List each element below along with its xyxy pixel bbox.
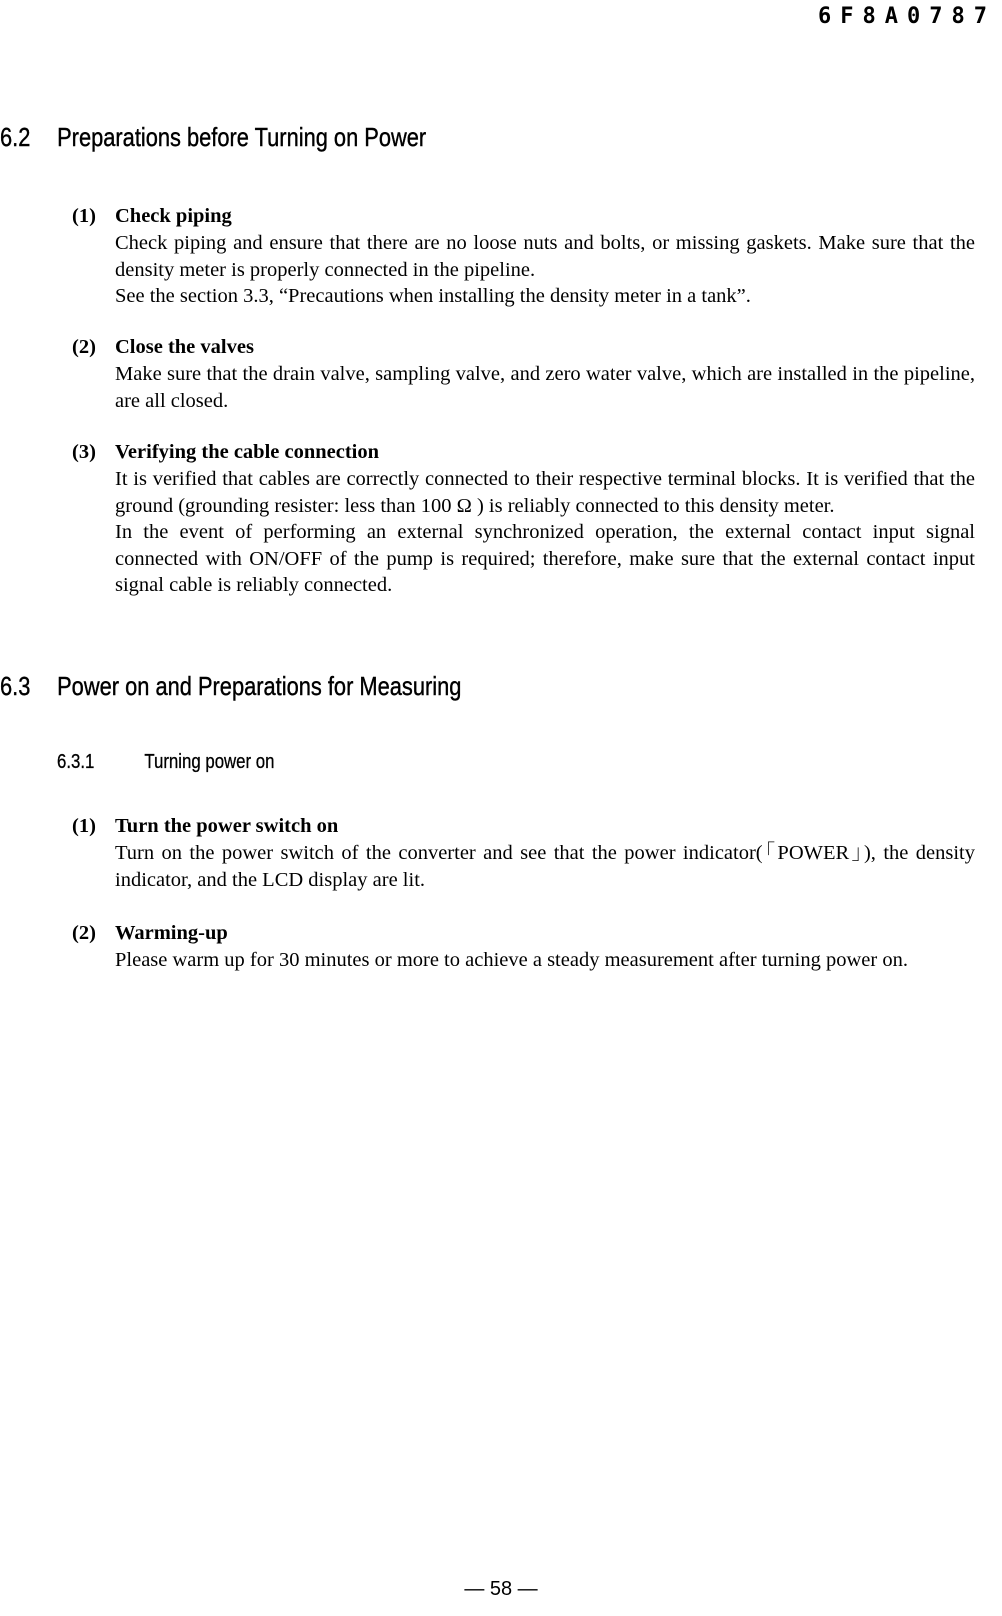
item-body xyxy=(115,840,975,893)
item-number: (1) xyxy=(72,815,96,837)
subsection-heading-6-3-1 xyxy=(57,751,274,774)
item-warming-up xyxy=(72,920,1002,974)
item-paragraph: Turn on the power switch of the converter and see that the power indicator(「POWER」), the density indicator, and the LCD display are lit. xyxy=(115,842,975,891)
subsection-number: 6.3.1 xyxy=(57,751,95,773)
item-title: Turn the power switch on xyxy=(115,815,339,837)
section-title: Power on and Preparations for Measuring xyxy=(57,671,462,701)
section-number: 6.3 xyxy=(0,671,31,701)
item-body xyxy=(115,466,975,599)
subsection-title: Turning power on xyxy=(144,751,275,773)
item-title: Verifying the cable connection xyxy=(115,441,380,463)
item-turn-power-switch-on xyxy=(72,813,1002,893)
item-paragraph: In the event of performing an external synchronized operation, the external contact input signal connected with ON/OFF of the pump is required; therefore, make sure that the external contact input signal cable is reliably connected. xyxy=(115,521,975,596)
item-paragraph: Check piping and ensure that there are no loose nuts and bolts, or missing gaskets. Make sure that the density meter is properly connected in the pipeline. xyxy=(115,232,975,281)
item-heading xyxy=(72,439,1002,466)
item-heading xyxy=(72,813,1002,840)
item-paragraph: Please warm up for 30 minutes or more to achieve a steady measurement after turning power on. xyxy=(115,949,908,971)
item-close-valves xyxy=(72,334,1002,414)
item-heading xyxy=(72,203,1002,230)
item-paragraph: It is verified that cables are correctly connected to their respective terminal blocks. It is verified that the ground (grounding resister: less than 100 Ω ) is reliably connected to this density meter. xyxy=(115,468,975,517)
item-title: Close the valves xyxy=(115,336,254,358)
item-paragraph: See the section 3.3, “Precautions when installing the density meter in a tank”. xyxy=(115,285,751,307)
section-title: Preparations before Turning on Power xyxy=(57,122,427,152)
item-body xyxy=(115,230,975,310)
item-number: (1) xyxy=(72,205,96,227)
item-number: (3) xyxy=(72,441,96,463)
section-heading-6-3 xyxy=(0,671,461,702)
item-body xyxy=(115,947,975,974)
item-check-piping xyxy=(72,203,1002,310)
item-paragraph: Make sure that the drain valve, sampling valve, and zero water valve, which are installed in the pipeline, are all closed. xyxy=(115,363,975,412)
page-number: — 58 — xyxy=(464,1578,538,1600)
item-title: Warming-up xyxy=(115,922,228,944)
section-heading-6-2 xyxy=(0,122,426,153)
item-heading xyxy=(72,334,1002,361)
item-body xyxy=(115,361,975,414)
item-number: (2) xyxy=(72,922,96,944)
item-number: (2) xyxy=(72,336,96,358)
section-number: 6.2 xyxy=(0,122,31,152)
item-heading xyxy=(72,920,1002,947)
document-code: 6F8A0787 xyxy=(818,4,996,29)
item-verify-cable-connection xyxy=(72,439,1002,599)
item-title: Check piping xyxy=(115,205,232,227)
